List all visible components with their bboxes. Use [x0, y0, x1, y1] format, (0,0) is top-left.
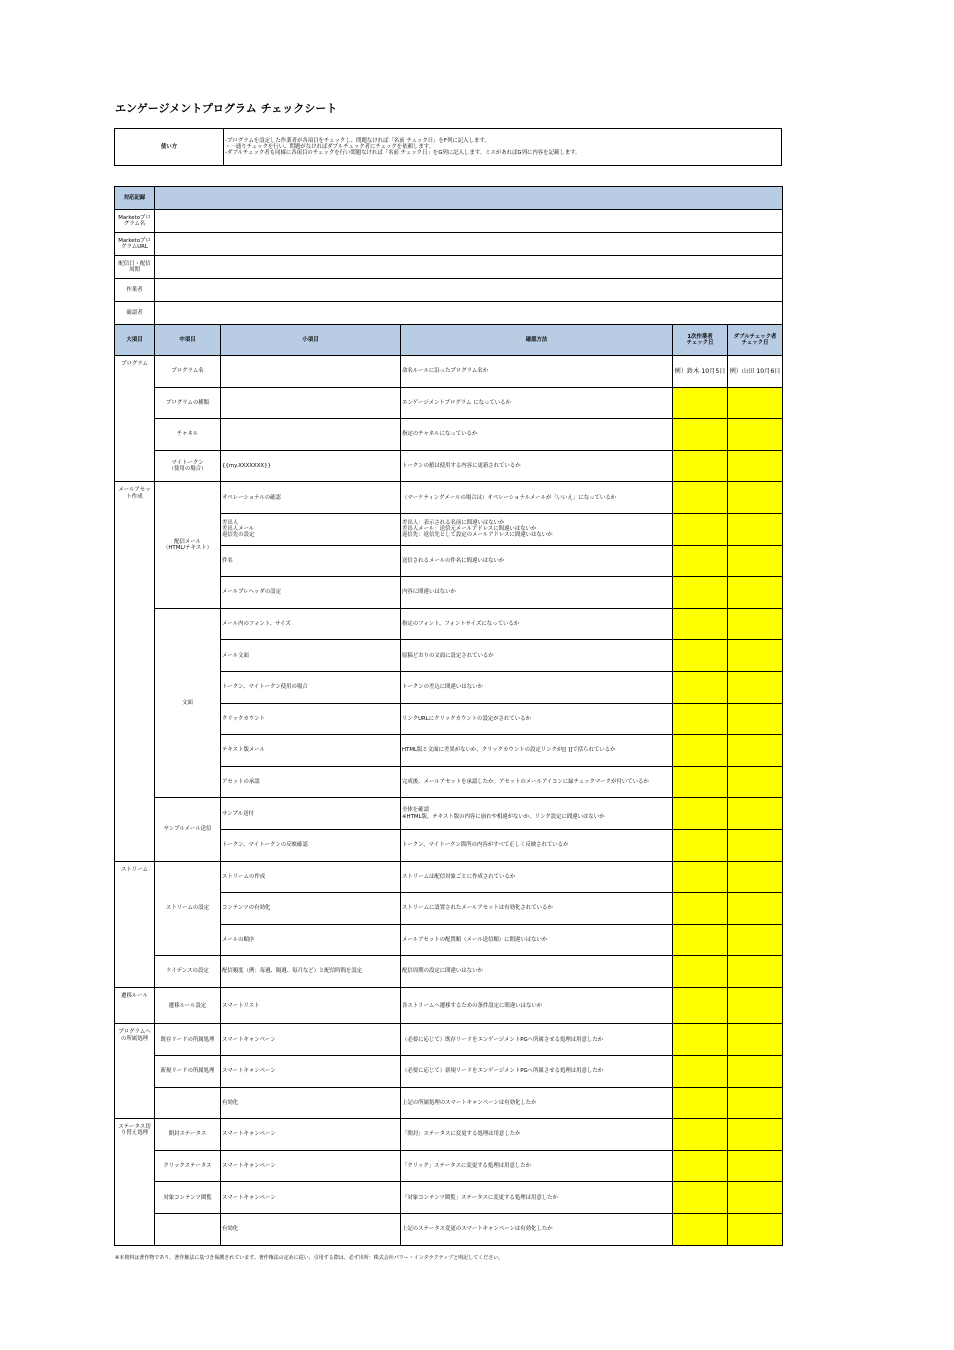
- info-row: [115, 210, 783, 233]
- table-row: [115, 1087, 783, 1119]
- check-method-cell: ストリームに設置されたメールアセットは有効化されているか: [401, 893, 673, 925]
- first-check-cell[interactable]: [673, 956, 728, 988]
- mid-item-cell: 対象コンテンツ閲覧: [155, 1182, 221, 1214]
- header-method: 確認方法: [401, 325, 673, 356]
- double-check-cell[interactable]: [728, 1087, 783, 1119]
- check-method-cell: 「クリック」ステータスに変更する処理は用意したか: [401, 1150, 673, 1182]
- table-row: [115, 608, 783, 640]
- check-method-cell: トークンの値は使用する内容に更新されているか: [401, 450, 673, 482]
- info-value-field[interactable]: [155, 233, 783, 256]
- double-check-cell[interactable]: [728, 513, 783, 545]
- double-check-cell[interactable]: [728, 450, 783, 482]
- copyright-footnote: ※本資料は著作物であり、著作権法に基づき保護されています。著作権法の定めに従い、引用する際は、必ず出所：株式会社パワー・インタラクティブと明記してください。: [115, 1255, 504, 1261]
- page-title: エンゲージメントプログラム チェックシート: [115, 102, 338, 115]
- mid-item-cell: 遷移ルール設定: [155, 987, 221, 1024]
- check-method-cell: 各ストリームへ遷移するための条件設定に間違いはないか: [401, 987, 673, 1024]
- double-check-cell[interactable]: [728, 861, 783, 893]
- mid-item-cell: [155, 1214, 221, 1246]
- double-check-cell[interactable]: [728, 987, 783, 1024]
- first-check-cell[interactable]: [673, 703, 728, 735]
- info-label: MarketoプログラムURL: [115, 233, 155, 256]
- info-value-field[interactable]: [155, 187, 783, 210]
- check-method-cell: （必要に応じて）既存リードをエンゲージメントPGへ所属させる処理は用意したか: [401, 1024, 673, 1056]
- header-minor: 小項目: [221, 325, 401, 356]
- table-row: [115, 1214, 783, 1246]
- double-check-cell[interactable]: [728, 829, 783, 861]
- table-row: [115, 1119, 783, 1151]
- first-check-cell[interactable]: [673, 987, 728, 1024]
- first-check-cell[interactable]: [673, 1024, 728, 1056]
- usage-label: 使い方: [115, 129, 224, 166]
- info-label: Marketoプログラム名: [115, 210, 155, 233]
- usage-table: [114, 128, 782, 166]
- first-check-cell[interactable]: [673, 1150, 728, 1182]
- usage-line: -ダブルチェック者も同様に各項目のチェックを行い問題なければ「名前 チェック日」をG列に記入します。ミスがあればG列に内容を記載します。: [225, 150, 581, 157]
- mid-item-cell: マイトークン （使用の場合）: [155, 450, 221, 482]
- table-row: [115, 956, 783, 988]
- minor-item-cell: [221, 419, 401, 451]
- first-check-cell[interactable]: [673, 1119, 728, 1151]
- major-item-cell: メールアセット作成: [115, 482, 155, 861]
- first-check-cell[interactable]: [673, 766, 728, 798]
- header-mid: 中項目: [155, 325, 221, 356]
- table-row: [115, 387, 783, 419]
- info-label: 確認者: [115, 302, 155, 325]
- check-method-cell: 配信周期の設定に間違いはないか: [401, 956, 673, 988]
- mid-item-cell: 新規リードの所属処理: [155, 1056, 221, 1088]
- check-method-cell: エンゲージメントプログラム になっているか: [401, 387, 673, 419]
- minor-item-cell: クリックカウント: [221, 703, 401, 735]
- check-method-cell: 命名ルールに沿ったプログラム名か: [401, 356, 673, 388]
- first-check-cell[interactable]: [673, 893, 728, 925]
- mid-item-cell: ストリームの設定: [155, 861, 221, 956]
- double-check-cell[interactable]: [728, 1119, 783, 1151]
- first-check-cell[interactable]: 例）鈴木 10月5日: [673, 356, 728, 388]
- minor-item-cell: 差出人 差出人メール 返信先の設定: [221, 513, 401, 545]
- first-check-cell[interactable]: [673, 798, 728, 830]
- double-check-cell[interactable]: [728, 1024, 783, 1056]
- table-row: [115, 482, 783, 514]
- first-check-cell[interactable]: [673, 671, 728, 703]
- first-check-cell[interactable]: [673, 419, 728, 451]
- usage-line: -プログラムを設定した作業者が各項目をチェックし、問題なければ「名前 チェック日」をF列に記入します。: [225, 137, 490, 144]
- minor-item-cell: スマートリスト: [221, 987, 401, 1024]
- major-item-cell: ステータス切り替え処理: [115, 1119, 155, 1245]
- major-item-cell: プログラムへの所属処理: [115, 1024, 155, 1119]
- double-check-cell[interactable]: [728, 577, 783, 609]
- usage-text: [224, 129, 782, 166]
- table-row: [115, 1182, 783, 1214]
- info-value-field[interactable]: [155, 302, 783, 325]
- first-check-cell[interactable]: [673, 1182, 728, 1214]
- table-row: [115, 1056, 783, 1088]
- minor-item-cell: テキスト版メール: [221, 735, 401, 767]
- double-check-cell[interactable]: [728, 1150, 783, 1182]
- check-method-cell: 指定のチャネルになっているか: [401, 419, 673, 451]
- first-check-cell[interactable]: [673, 1087, 728, 1119]
- info-label: 作業者: [115, 279, 155, 302]
- double-check-cell[interactable]: [728, 1214, 783, 1246]
- mid-item-cell: 配信メール （HTML/テキスト）: [155, 482, 221, 608]
- table-row: [115, 1150, 783, 1182]
- major-item-cell: 遷移ルール: [115, 987, 155, 1024]
- double-check-cell[interactable]: [728, 640, 783, 672]
- mid-item-cell: プログラムの種類: [155, 387, 221, 419]
- check-method-cell: 上記の所属処理のスマートキャンペーンは有効化したか: [401, 1087, 673, 1119]
- minor-item-cell: スマートキャンペーン: [221, 1024, 401, 1056]
- check-method-cell: メールアセットの配置順（メール送信順）に間違いはないか: [401, 924, 673, 956]
- check-method-cell: 「対象コンテンツ閲覧」ステータスに変更する処理は用意したか: [401, 1182, 673, 1214]
- major-item-cell: ストリーム: [115, 861, 155, 987]
- minor-item-cell: メール文面: [221, 640, 401, 672]
- table-row: [115, 861, 783, 893]
- first-check-cell[interactable]: [673, 513, 728, 545]
- info-row: [115, 256, 783, 279]
- first-check-cell[interactable]: [673, 640, 728, 672]
- check-method-cell: リンクURLにクリックカウントの設定がされているか: [401, 703, 673, 735]
- minor-item-cell: ストリームの作成: [221, 861, 401, 893]
- double-check-cell[interactable]: [728, 387, 783, 419]
- check-method-cell: トークン、マイトークン箇所の内容がすべて正しく反映されているか: [401, 829, 673, 861]
- double-check-cell[interactable]: [728, 671, 783, 703]
- check-method-cell: 差出人：表示される名前に間違いはないか 差出人メール：送信元メールアドレスに間違いはないか 返信先：返信先として設定のメールアドレスに間違いはないか: [401, 513, 673, 545]
- info-row: [115, 187, 783, 210]
- check-method-cell: （マーケティングメールの場合は）オペレーショナルメールが「いいえ」になっているか: [401, 482, 673, 514]
- table-row: [115, 1024, 783, 1056]
- double-check-cell[interactable]: [728, 1182, 783, 1214]
- check-method-cell: トークンの差込に間違いはないか: [401, 671, 673, 703]
- usage-line: ・一通りチェックを行い、問題がなければダブルチェック者にチェックを依頼します。: [225, 143, 435, 150]
- minor-item-cell: トークン、マイトークン使用の場合: [221, 671, 401, 703]
- first-check-cell[interactable]: [673, 1056, 728, 1088]
- double-check-cell[interactable]: [728, 419, 783, 451]
- double-check-cell[interactable]: [728, 893, 783, 925]
- minor-item-cell: コンテンツの有効化: [221, 893, 401, 925]
- info-row: [115, 279, 783, 302]
- first-check-cell[interactable]: [673, 482, 728, 514]
- check-method-cell: 内容に間違いはないか: [401, 577, 673, 609]
- check-method-cell: 上記のステータス変更のスマートキャンペーンは有効化したか: [401, 1214, 673, 1246]
- minor-item-cell: [221, 356, 401, 388]
- mid-item-cell: 文面: [155, 608, 221, 798]
- minor-item-cell: メールの順序: [221, 924, 401, 956]
- check-method-cell: 「開封」ステータスに変更する処理は用意したか: [401, 1119, 673, 1151]
- minor-item-cell: スマートキャンペーン: [221, 1056, 401, 1088]
- double-check-cell[interactable]: [728, 766, 783, 798]
- check-method-cell: 完成後、メールアセットを承認したか。アセットのメールアイコンに緑チェックマークが付いているか: [401, 766, 673, 798]
- minor-item-cell: スマートキャンペーン: [221, 1119, 401, 1151]
- table-row: [115, 450, 783, 482]
- double-check-cell[interactable]: [728, 798, 783, 830]
- info-label: 対応記録: [115, 187, 155, 210]
- double-check-cell[interactable]: [728, 735, 783, 767]
- check-method-cell: 指定のフォント、フォントサイズになっているか: [401, 608, 673, 640]
- minor-item-cell: スマートキャンペーン: [221, 1182, 401, 1214]
- mid-item-cell: ケイデンスの設定: [155, 956, 221, 988]
- column-header-row: [115, 325, 783, 356]
- minor-item-cell: サンプル送付: [221, 798, 401, 830]
- first-check-cell[interactable]: [673, 608, 728, 640]
- info-value-field[interactable]: [155, 210, 783, 233]
- first-check-cell[interactable]: [673, 829, 728, 861]
- double-check-cell[interactable]: [728, 924, 783, 956]
- minor-item-cell: 配信頻度（例：毎週、隔週、毎月など）と配信時間を設定: [221, 956, 401, 988]
- check-method-cell: HTML版と文面に差異がないか、クリックカウントの設定リンクが[[ ]]で括られているか: [401, 735, 673, 767]
- info-label: 配信日・配信周期: [115, 256, 155, 279]
- first-check-cell[interactable]: [673, 387, 728, 419]
- double-check-cell[interactable]: [728, 703, 783, 735]
- info-value-field[interactable]: [155, 279, 783, 302]
- minor-item-cell: 有効化: [221, 1087, 401, 1119]
- double-check-cell[interactable]: [728, 956, 783, 988]
- mid-item-cell: プログラム名: [155, 356, 221, 388]
- header-major: 大項目: [115, 325, 155, 356]
- double-check-cell[interactable]: 例）山田 10月6日: [728, 356, 783, 388]
- info-value-field[interactable]: [155, 256, 783, 279]
- table-row: [115, 798, 783, 830]
- minor-item-cell: トークン、マイトークンの反映確認: [221, 829, 401, 861]
- first-check-cell[interactable]: [673, 545, 728, 577]
- info-row: [115, 302, 783, 325]
- checklist-table: [114, 186, 783, 1246]
- check-method-cell: （必要に応じて）新規リードをエンゲージメントPGへ所属させる処理は用意したか: [401, 1056, 673, 1088]
- double-check-cell[interactable]: [728, 608, 783, 640]
- mid-item-cell: 開封ステータス: [155, 1119, 221, 1151]
- first-check-cell[interactable]: [673, 735, 728, 767]
- first-check-cell[interactable]: [673, 450, 728, 482]
- double-check-cell[interactable]: [728, 545, 783, 577]
- first-check-cell[interactable]: [673, 861, 728, 893]
- minor-item-cell: {{my.XXXXXXX}}: [221, 450, 401, 482]
- check-method-cell: 原稿どおりの文面に設定されているか: [401, 640, 673, 672]
- first-check-cell[interactable]: [673, 1214, 728, 1246]
- major-item-cell: プログラム: [115, 356, 155, 482]
- first-check-cell[interactable]: [673, 577, 728, 609]
- minor-item-cell: 有効化: [221, 1214, 401, 1246]
- minor-item-cell: スマートキャンペーン: [221, 1150, 401, 1182]
- check-method-cell: 全体を確認 ※HTML版、テキスト版の内容に崩れや相違がないか、リンク設定に間違いはないか: [401, 798, 673, 830]
- header-first: 1次作業者 チェック日: [673, 325, 728, 356]
- mid-item-cell: チャネル: [155, 419, 221, 451]
- check-method-cell: ストリームは配信対象ごとに作成されているか: [401, 861, 673, 893]
- double-check-cell[interactable]: [728, 482, 783, 514]
- table-row: [115, 356, 783, 388]
- header-double: ダブルチェック者 チェック日: [728, 325, 783, 356]
- minor-item-cell: 件名: [221, 545, 401, 577]
- mid-item-cell: 既存リードの所属処理: [155, 1024, 221, 1056]
- mid-item-cell: クリックステータス: [155, 1150, 221, 1182]
- minor-item-cell: メール内のフォント、サイズ: [221, 608, 401, 640]
- mid-item-cell: サンプルメール送信: [155, 798, 221, 861]
- first-check-cell[interactable]: [673, 924, 728, 956]
- mid-item-cell: [155, 1087, 221, 1119]
- minor-item-cell: [221, 387, 401, 419]
- minor-item-cell: オペレーショナルの確認: [221, 482, 401, 514]
- info-row: [115, 233, 783, 256]
- double-check-cell[interactable]: [728, 1056, 783, 1088]
- minor-item-cell: メールプレヘッダの設定: [221, 577, 401, 609]
- table-row: [115, 419, 783, 451]
- table-row: [115, 987, 783, 1024]
- minor-item-cell: アセットの承認: [221, 766, 401, 798]
- check-method-cell: 送信されるメールの件名に間違いはないか: [401, 545, 673, 577]
